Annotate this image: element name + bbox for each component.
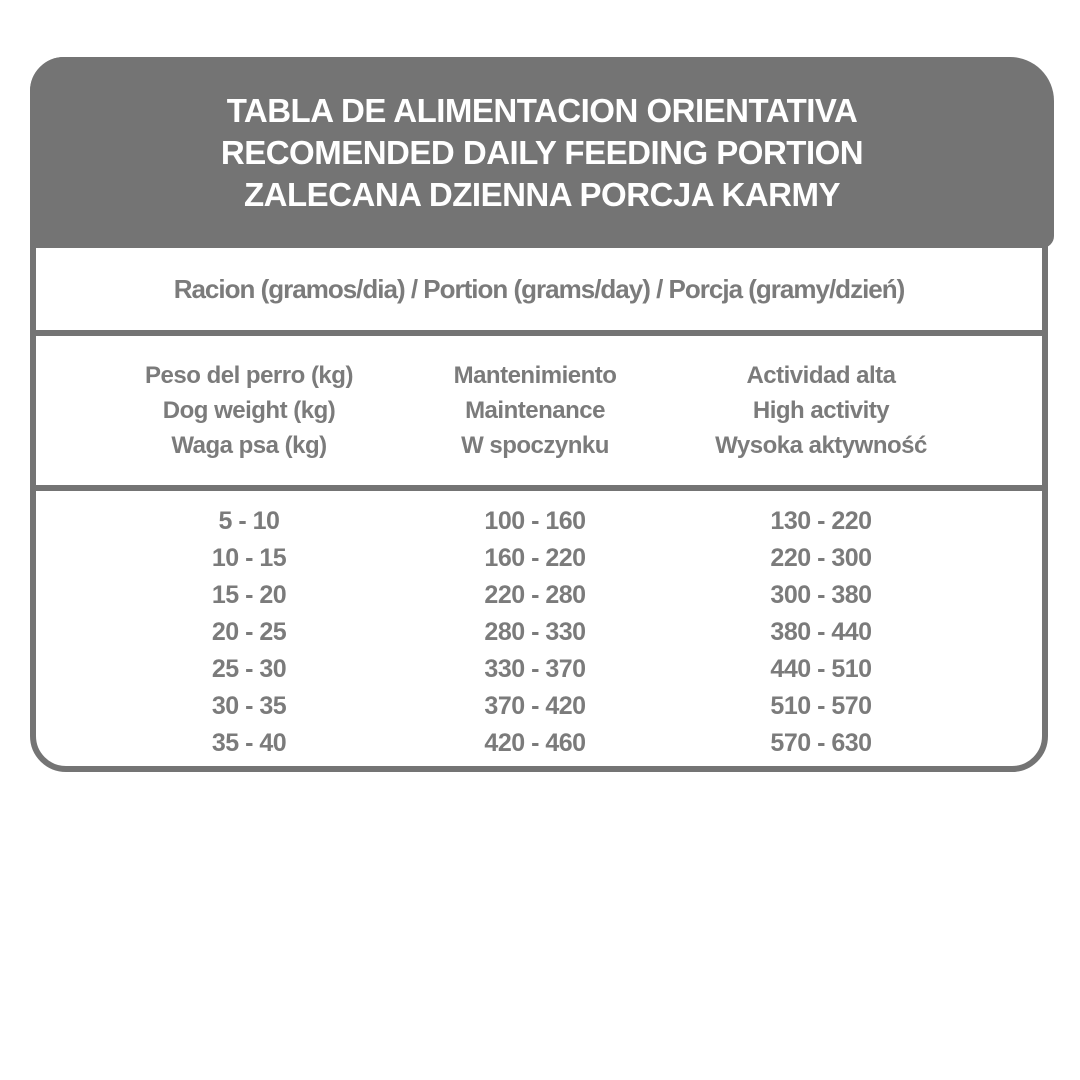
cell-weight-range: 5 - 10 [218,507,280,535]
column-header-dog-weight [106,358,392,463]
table-row [36,577,1042,614]
table-row [36,614,1042,651]
column-header-line: Dog weight (kg) [162,397,336,424]
column-header-line: Maintenance [465,397,605,424]
table-row [36,725,1042,762]
table-title-header [30,57,1054,248]
cell-high-activity-portion: 130 - 220 [770,507,872,535]
column-header-line: Peso del perro (kg) [145,362,353,389]
cell-high-activity-portion: 220 - 300 [770,544,872,572]
column-headers [36,336,1042,485]
cell-maintenance-portion: 220 - 280 [484,581,586,609]
cell-weight-range: 15 - 20 [211,581,287,609]
cell-weight-range: 30 - 35 [211,692,287,720]
table-body [36,491,1042,762]
column-header-line: Mantenimiento [453,362,617,389]
title-line-english: RECOMENDED DAILY FEEDING PORTION [220,133,864,171]
cell-weight-range: 20 - 25 [211,618,287,646]
cell-maintenance-portion: 330 - 370 [484,655,586,683]
column-header-line: Actividad alta [746,362,896,389]
column-header-line: W spoczynku [461,432,609,459]
cell-high-activity-portion: 570 - 630 [770,729,872,757]
column-header-high-activity [678,358,964,463]
portion-units-row [36,248,1042,330]
cell-maintenance-portion: 370 - 420 [484,692,586,720]
cell-high-activity-portion: 380 - 440 [770,618,872,646]
cell-high-activity-portion: 510 - 570 [770,692,872,720]
table-row [36,540,1042,577]
title-line-polish: ZALECANA DZIENNA PORCJA KARMY [244,175,840,213]
cell-maintenance-portion: 280 - 330 [484,618,586,646]
cell-weight-range: 10 - 15 [211,544,287,572]
column-header-line: High activity [752,397,890,424]
table-row [36,688,1042,725]
column-header-maintenance [392,358,678,463]
table-row [36,503,1042,540]
portion-units-text: Racion (gramos/dia) / Portion (grams/day) / Porcja (gramy/dzień) [173,273,905,304]
cell-high-activity-portion: 440 - 510 [770,655,872,683]
title-line-spanish: TABLA DE ALIMENTACION ORIENTATIVA [226,91,858,129]
cell-weight-range: 25 - 30 [211,655,287,683]
cell-maintenance-portion: 160 - 220 [484,544,586,572]
cell-weight-range: 35 - 40 [211,729,287,757]
column-header-line: Wysoka aktywność [715,432,927,459]
cell-high-activity-portion: 300 - 380 [770,581,872,609]
cell-maintenance-portion: 420 - 460 [484,729,586,757]
cell-maintenance-portion: 100 - 160 [484,507,586,535]
table-row [36,651,1042,688]
column-header-line: Waga psa (kg) [171,432,327,459]
